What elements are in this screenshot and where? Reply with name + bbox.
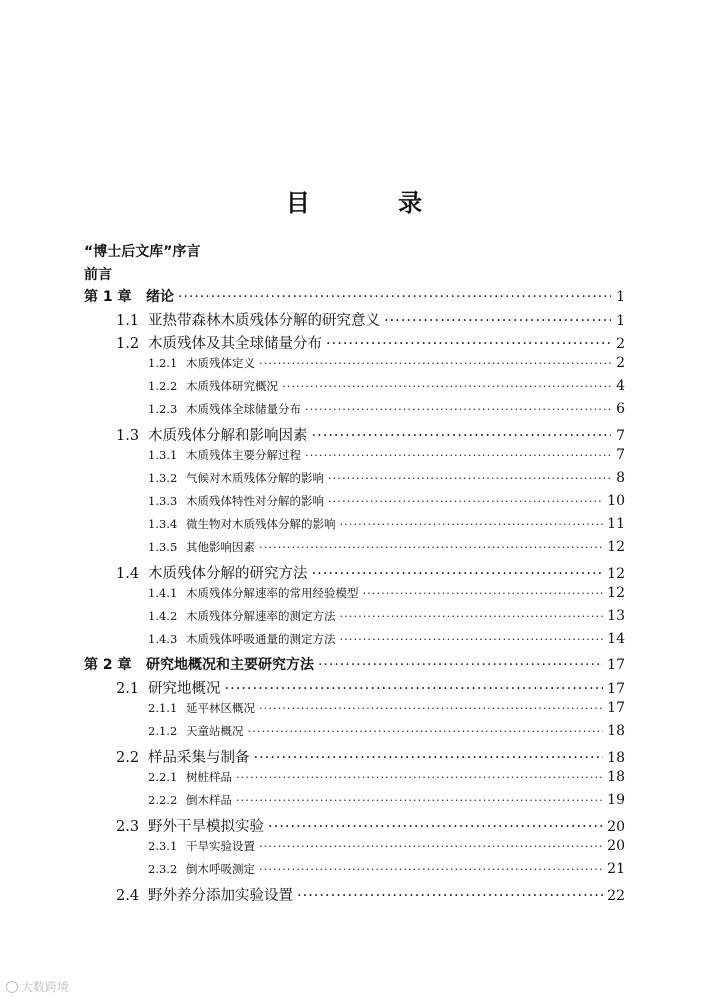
- dot-leader: [254, 750, 604, 766]
- toc-entry-title: 研究地概况和主要研究方法: [146, 657, 314, 673]
- toc-entry-title: 木质残体主要分解过程: [186, 448, 301, 462]
- toc-entry-page: 18: [607, 723, 625, 739]
- toc-entry-section[interactable]: [116, 677, 625, 697]
- dot-leader: [312, 428, 612, 444]
- watermark: [6, 978, 69, 995]
- toc-entry-subsection[interactable]: [148, 792, 625, 812]
- dot-leader: [259, 540, 603, 554]
- toc-entry-subsection[interactable]: [148, 723, 625, 743]
- toc-entry-title: 干旱实验设置: [186, 839, 255, 853]
- toc-entry-title: 木质残体分解的研究方法: [148, 566, 308, 582]
- toc-entry-title: 木质残体研究概况: [186, 379, 278, 393]
- toc-entry-title: 木质残体特性对分解的影响: [186, 494, 324, 508]
- toc-entry-title: 样品采集与制备: [148, 750, 250, 766]
- toc-entry-page: 12: [607, 539, 625, 555]
- page-title: 目 录: [285, 189, 463, 217]
- toc-entry-title: 木质残体及其全球储量分布: [148, 336, 322, 352]
- toc-entry-title: 木质残体分解速率的测定方法: [186, 609, 336, 623]
- toc-entry-subsection[interactable]: [148, 447, 625, 467]
- toc-entry-number: 1.3.4: [148, 517, 178, 531]
- toc-entry-number: 第 1 章: [84, 289, 132, 305]
- toc-entry-page: 2: [616, 336, 625, 352]
- toc-entry-title: 气候对木质残体分解的影响: [186, 471, 324, 485]
- toc-entry-number: 2.3.1: [148, 839, 178, 853]
- dot-leader: [318, 657, 603, 673]
- toc-entry-number: 2.3.2: [148, 862, 178, 876]
- toc-entry-subsection[interactable]: [148, 355, 625, 375]
- toc-entry-page: 17: [607, 657, 625, 673]
- toc-entry-number: 1.3.3: [148, 494, 178, 508]
- dot-leader: [178, 289, 611, 305]
- toc-entry-subsection[interactable]: [148, 516, 625, 536]
- dot-leader: [312, 566, 604, 582]
- toc-entry-title: 木质残体定义: [186, 356, 255, 370]
- dot-leader: [236, 770, 603, 784]
- toc-entry-section[interactable]: [116, 884, 625, 904]
- dot-leader: [328, 494, 603, 508]
- toc-entry-subsection[interactable]: [148, 608, 625, 628]
- toc-entry-subsection[interactable]: [148, 493, 625, 513]
- toc-entry-title: 绪论: [146, 289, 174, 305]
- dot-leader: [259, 862, 603, 876]
- toc-entry-title: 研究地概况: [148, 681, 221, 697]
- toc-entry-section[interactable]: [116, 815, 625, 835]
- toc-entry-number: 1.3.2: [148, 471, 178, 485]
- dot-leader: [340, 517, 604, 531]
- toc-entry-number: 1.2.1: [148, 356, 178, 370]
- dot-leader: [326, 336, 611, 352]
- toc-entry-subsection[interactable]: [148, 700, 625, 720]
- toc-entry-title: 倒木样品: [186, 793, 232, 807]
- toc-entry-page: 10: [607, 493, 625, 509]
- dot-leader: [259, 839, 603, 853]
- toc-entry-page: 8: [616, 470, 625, 486]
- toc-entry-page: 13: [607, 608, 625, 624]
- toc-entry-title: 其他影响因素: [186, 540, 255, 554]
- dot-leader: [225, 681, 604, 697]
- toc-entry-page: 1: [616, 289, 625, 305]
- toc-entry-page: 7: [616, 447, 625, 463]
- toc-entry-title: 树桩样品: [186, 770, 232, 784]
- toc-entry-title: 木质残体呼吸通量的测定方法: [186, 632, 336, 646]
- watermark-text: 大数跨境: [21, 980, 70, 994]
- toc-entry-title: 木质残体分解和影响因素: [148, 428, 308, 444]
- toc-entry-number: 1.4.2: [148, 609, 178, 623]
- dot-leader: [305, 448, 611, 462]
- toc-entry-section[interactable]: [116, 746, 625, 766]
- toc-entry-chapter[interactable]: [84, 286, 625, 306]
- toc-entry-page: 1: [616, 313, 625, 329]
- toc-entry-title: 延平林区概况: [186, 701, 255, 715]
- toc-entry-page: 17: [607, 681, 625, 697]
- dot-leader: [259, 356, 611, 370]
- toc-entry-number: 1.4.3: [148, 632, 178, 646]
- toc-entry-subsection[interactable]: [148, 838, 625, 858]
- toc-entry-page: 7: [616, 428, 625, 444]
- toc-entry-subsection[interactable]: [148, 585, 625, 605]
- toc-entry-page: 19: [607, 792, 625, 808]
- toc-entry-chapter[interactable]: [84, 654, 625, 674]
- toc-entry-number: 1.3: [116, 428, 140, 444]
- toc-entry-section[interactable]: [116, 309, 625, 329]
- toc-entry-number: 2.2.2: [148, 793, 178, 807]
- dot-leader: [268, 819, 603, 835]
- toc-entry-page: 20: [607, 819, 625, 835]
- toc-entry-subsection[interactable]: [148, 470, 625, 490]
- toc-entry-page: 18: [607, 769, 625, 785]
- dot-leader: [363, 586, 604, 600]
- toc-entry-number: 第 2 章: [84, 657, 132, 673]
- toc-entry-section[interactable]: [116, 332, 625, 352]
- dot-leader: [328, 471, 611, 485]
- toc-entry-number: 1.2: [116, 336, 140, 352]
- toc-entry-page: 22: [607, 888, 625, 904]
- toc-entry-title: 野外养分添加实验设置: [148, 888, 293, 904]
- dot-leader: [340, 609, 604, 623]
- toc-entry-number: 1.4: [116, 566, 140, 582]
- toc-entry-number: 2.2.1: [148, 770, 178, 784]
- toc-entry-subsection[interactable]: [148, 378, 625, 398]
- toc-entry-title: 木质残体分解速率的常用经验模型: [186, 586, 359, 600]
- toc-entry-page: 17: [607, 700, 625, 716]
- toc-entry-subsection[interactable]: [148, 631, 625, 651]
- toc-entry-title: 倒木呼吸测定: [186, 862, 255, 876]
- toc-entry-number: 2.1.2: [148, 724, 178, 738]
- toc-entry-title: 微生物对木质残体分解的影响: [186, 517, 336, 531]
- toc-entry-subsection[interactable]: [148, 539, 625, 559]
- toc-entry-page: 20: [607, 838, 625, 854]
- toc-entry-number: 1.3.5: [148, 540, 178, 554]
- toc-entry-title: 木质残体全球储量分布: [186, 402, 301, 416]
- dot-leader: [236, 793, 603, 807]
- toc-entry-page: 21: [607, 861, 625, 877]
- toc-entry-number: 2.3: [116, 819, 140, 835]
- toc-entry-page: 18: [607, 750, 625, 766]
- toc-entry-page: 12: [607, 585, 625, 601]
- dot-leader: [305, 402, 611, 416]
- toc-entry-number: 1.2.2: [148, 379, 178, 393]
- dot-leader: [282, 379, 611, 393]
- toc-entry-page: 11: [607, 516, 625, 532]
- toc-entry-number: 2.1.1: [148, 701, 178, 715]
- toc-entry-subsection[interactable]: [148, 401, 625, 421]
- toc-entry-page: 2: [616, 355, 625, 371]
- toc-entry-page: 4: [616, 378, 625, 394]
- toc-entry-page: 14: [607, 631, 625, 647]
- toc-entry-subsection[interactable]: [148, 861, 625, 881]
- toc-entry-title: 野外干旱模拟实验: [148, 819, 264, 835]
- toc-entry-title: 天童站概况: [186, 724, 244, 738]
- front-matter-foreword[interactable]: 前言: [84, 267, 112, 283]
- toc-entry-number: 1.4.1: [148, 586, 178, 600]
- toc-entry-section[interactable]: [116, 424, 625, 444]
- dot-leader: [297, 888, 603, 904]
- toc-entry-title: 亚热带森林木质残体分解的研究意义: [148, 313, 380, 329]
- toc-entry-section[interactable]: [116, 562, 625, 582]
- toc-entry-subsection[interactable]: [148, 769, 625, 789]
- toc-entry-number: 1.3.1: [148, 448, 178, 462]
- toc-entry-page: 12: [607, 566, 625, 582]
- dot-leader: [248, 724, 604, 738]
- toc-entry-number: 2.1: [116, 681, 140, 697]
- toc-entry-number: 1.2.3: [148, 402, 178, 416]
- toc-entry-number: 1.1: [116, 313, 140, 329]
- dot-leader: [340, 632, 604, 646]
- dot-leader: [259, 701, 603, 715]
- toc-entry-number: 2.4: [116, 888, 140, 904]
- logo-icon: [6, 981, 18, 993]
- toc-entry-page: 6: [616, 401, 625, 417]
- dot-leader: [384, 313, 611, 329]
- toc-entry-number: 2.2: [116, 750, 140, 766]
- front-matter-preface-series[interactable]: “博士后文库”序言: [84, 244, 201, 260]
